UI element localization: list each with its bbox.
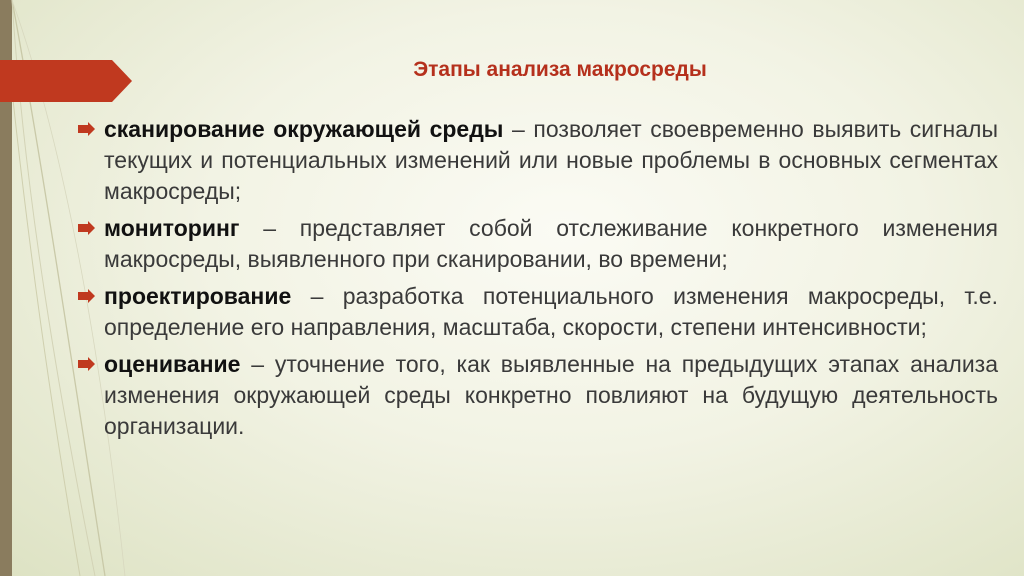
bullet-term: проектирование (104, 283, 292, 309)
arrow-right-icon (78, 357, 96, 371)
bullet-term: оценивание (104, 351, 241, 377)
bullet-term: сканирование окружающей среды (104, 116, 504, 142)
bullet-list (78, 114, 998, 448)
arrow-right-icon (78, 122, 96, 136)
bullet-text: – представляет собой отслеживание конкретного изменения макросреды, выявленного при сканировании, во времени; (104, 215, 998, 272)
bullet-item-monitoring (78, 213, 998, 275)
bullet-item-scanning (78, 114, 998, 207)
bullet-item-assessment (78, 349, 998, 442)
bullet-text: – позволяет своевременно выявить сигналы текущих и потенциальных изменений или новые проблемы в основных сегментах макросреды; (104, 116, 998, 204)
arrow-right-icon (78, 221, 96, 235)
title-arrow-banner (0, 58, 140, 104)
bullet-text: – разработка потенциального изменения макросреды, т.е. определение его направления, масштаба, скорости, степени интенсивности; (104, 283, 998, 340)
slide-title: Этапы анализа макросреды (413, 58, 707, 81)
bullet-text: – уточнение того, как выявленные на предыдущих этапах анализа изменения окружающей среды конкретно повлияют на будущую деятельность организации. (104, 351, 998, 439)
arrow-right-icon (78, 289, 96, 303)
bullet-item-forecasting (78, 281, 998, 343)
bullet-term: мониторинг (104, 215, 240, 241)
